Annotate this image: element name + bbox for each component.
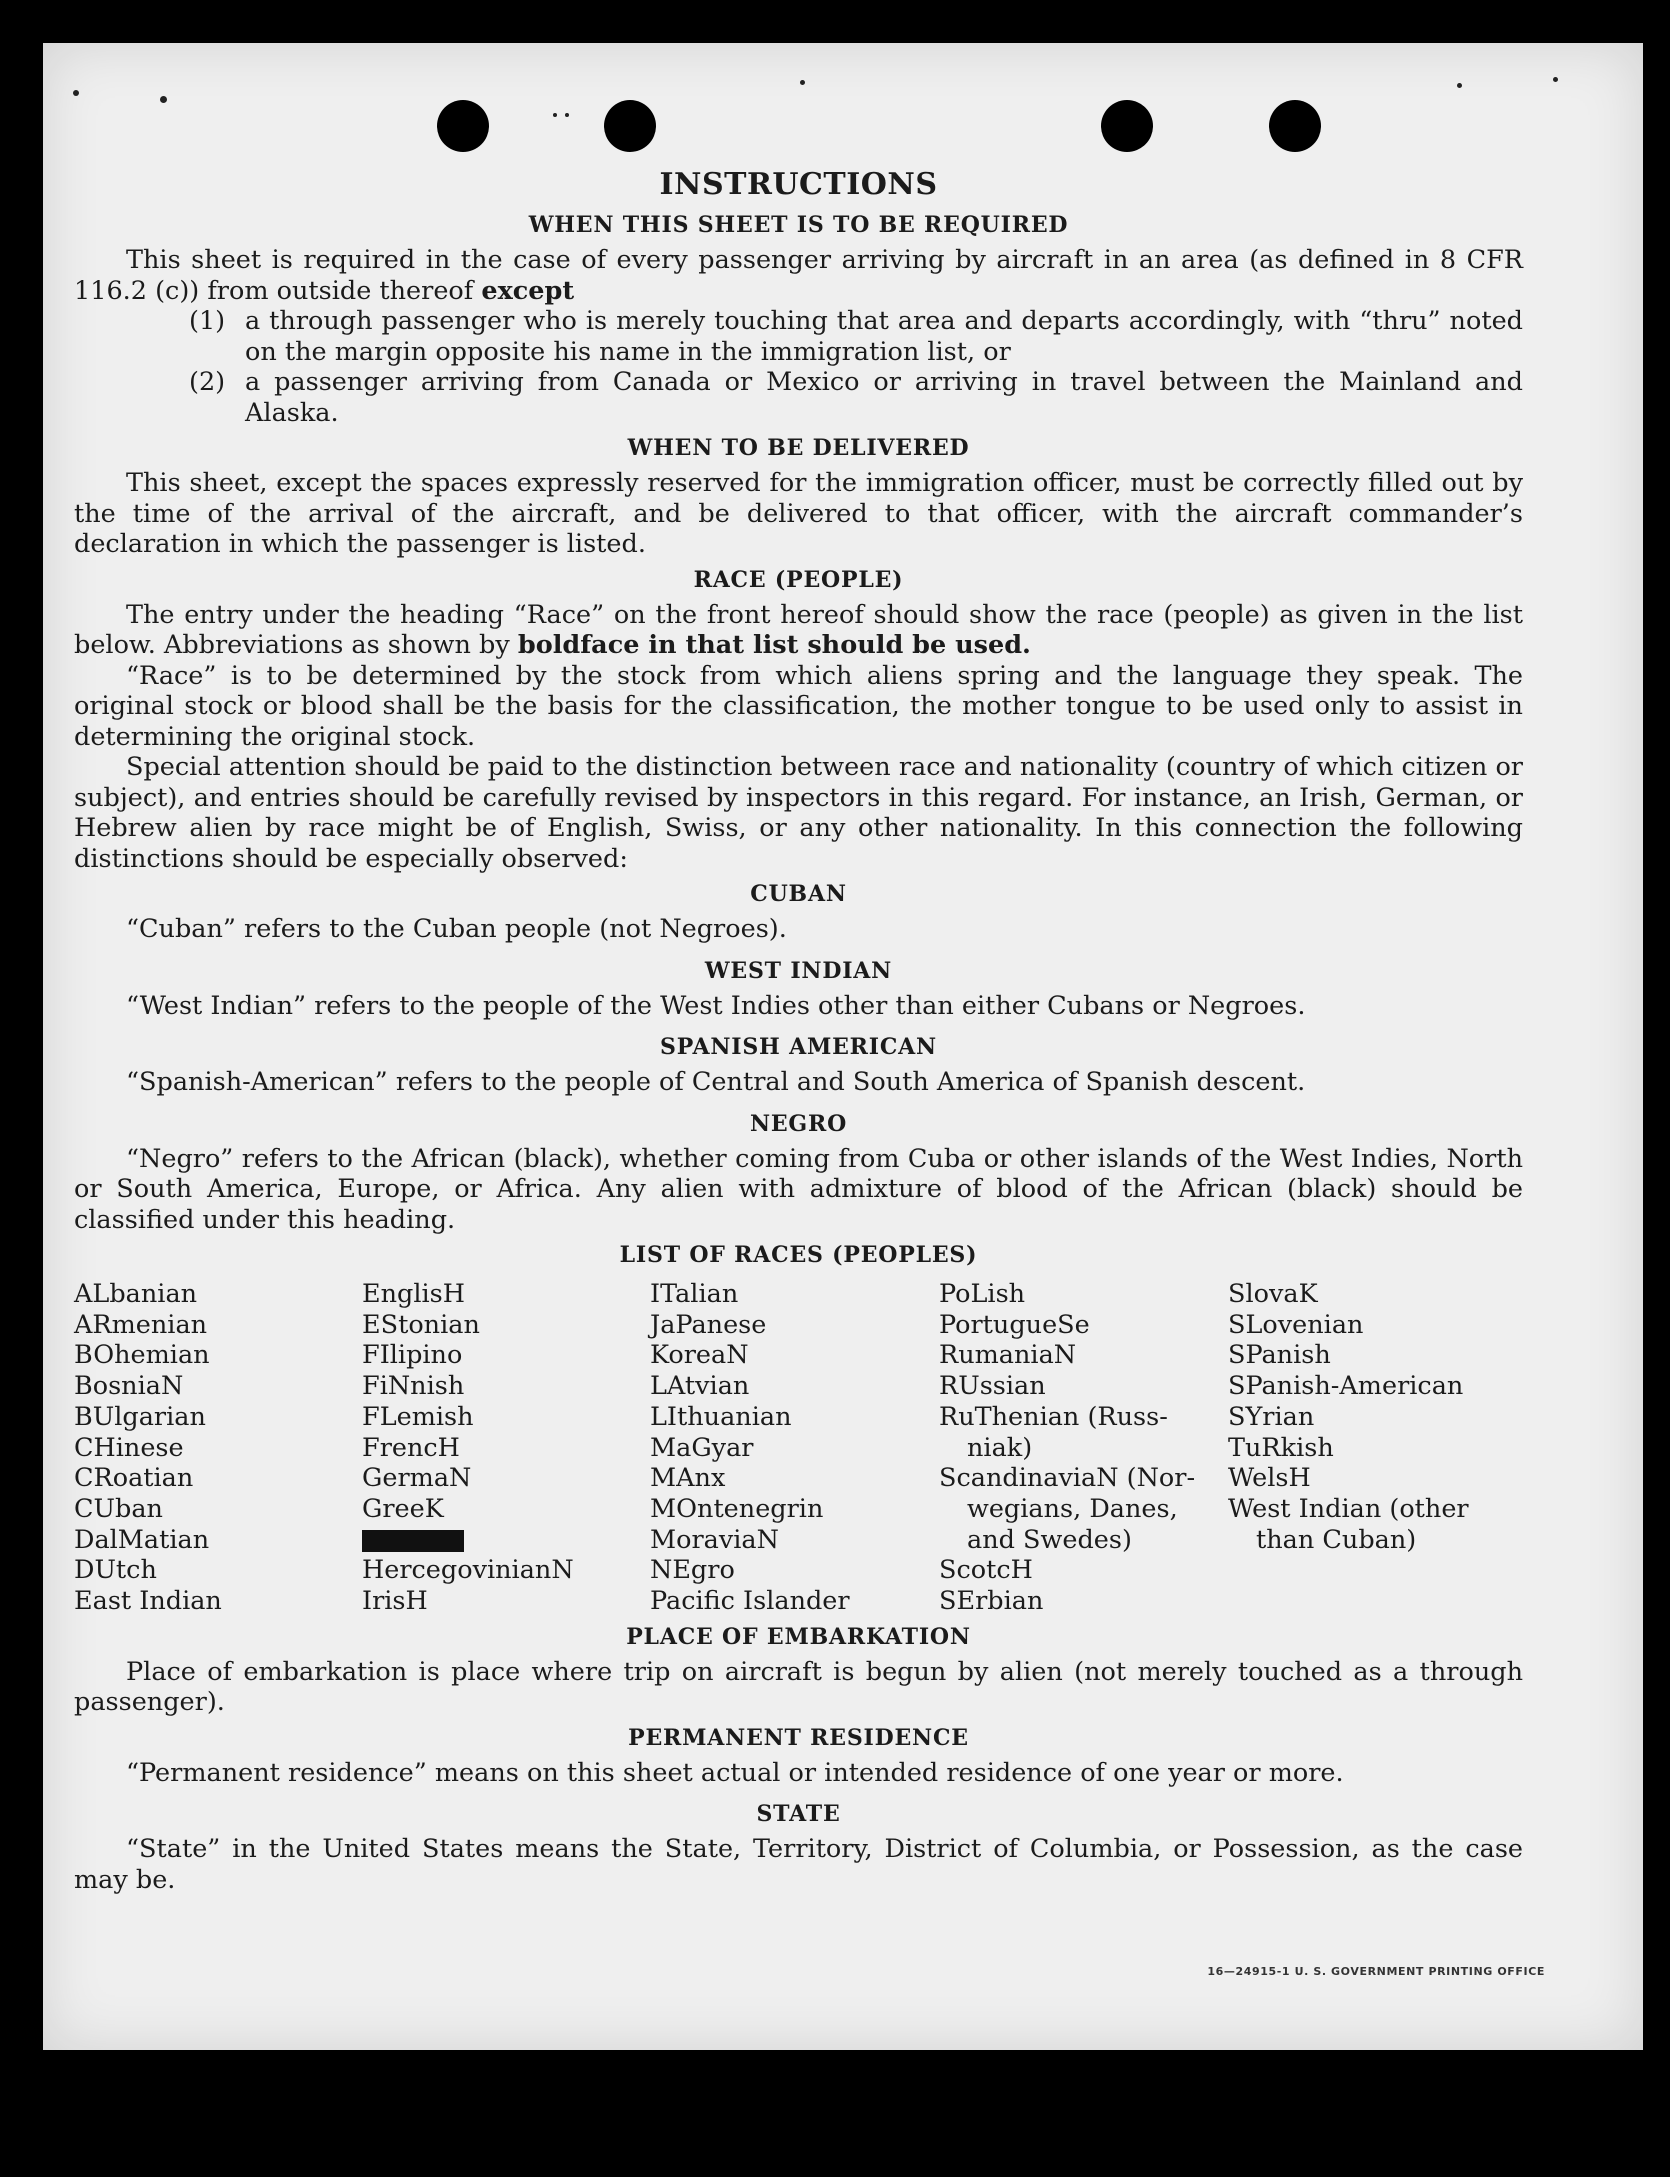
race-entry: EStonian: [362, 1309, 480, 1340]
race-entry: SPanish-American: [1228, 1371, 1464, 1402]
race-entry: FrencH: [362, 1432, 460, 1463]
cuban-text: “Cuban” refers to the Cuban people (not Negroes).: [126, 914, 787, 944]
race-entry: ARmenian: [74, 1309, 208, 1340]
redaction-bar: [362, 1530, 464, 1552]
race-entry: DUtch: [74, 1555, 157, 1586]
race-entry: ScandinaviaN (Nor-: [939, 1463, 1196, 1494]
race-entry: ScotcH: [939, 1555, 1033, 1586]
negro-text: “Negro” refers to the African (black), whether coming from Cuba or other islands of the West Indies, North or South America, Europe, or Africa. Any alien with admixture of blood of the African (black) should be classified under this heading.: [74, 1143, 1523, 1235]
race-entry: West Indian (other: [1228, 1493, 1469, 1524]
heading-when-required: WHEN THIS SHEET IS TO BE REQUIRED: [528, 212, 1069, 238]
races-column: [362, 1279, 650, 1617]
state-text: “State” in the United States means the State, Territory, District of Columbia, or Possession, as the case may be.: [74, 1834, 1523, 1895]
heading-permanent-residence: PERMANENT RESIDENCE: [628, 1724, 969, 1751]
race-entry: HercegovinianN: [362, 1555, 574, 1586]
heading-spanish-american: SPANISH AMERICAN: [660, 1034, 937, 1060]
spanish-american-text: “Spanish-American” refers to the people of Central and South America of Spanish descent.: [126, 1067, 1306, 1097]
race-entry: NEgro: [650, 1555, 735, 1586]
race-paragraph: The entry under the heading “Race” on the front hereof should show the race (people) as given in the list below. Abbreviations as shown by boldface in that list should be used.: [74, 599, 1523, 660]
race-entry: DalMatian: [74, 1524, 210, 1555]
race-entry: RUssian: [939, 1371, 1046, 1402]
heading-list-of-races: LIST OF RACES (PEOPLES): [619, 1242, 978, 1268]
race-paragraph: Special attention should be paid to the distinction between race and nationality (country of which citizen or subject), and entries should be carefully revised by inspectors in this regard. For instance, an Irish, German, or Hebrew alien by race might be of English, Swiss, or any other nationality. In this connection the following distinctions should be especially observed:: [74, 752, 1523, 874]
heading-cuban: CUBAN: [750, 881, 847, 907]
west-indian-text: “West Indian” refers to the people of the West Indies other than either Cubans or Negroes.: [126, 990, 1306, 1021]
races-column: [939, 1279, 1228, 1617]
race-entry: FLemish: [362, 1401, 474, 1432]
race-entry: BOhemian: [74, 1340, 210, 1371]
heading-state: STATE: [756, 1801, 841, 1828]
embarkation-text: Place of embarkation is place where trip on aircraft is begun by alien (not merely touched as a through passenger).: [74, 1656, 1523, 1718]
race-entry: FiNnish: [362, 1371, 465, 1402]
race-entry: SLovenian: [1228, 1309, 1364, 1340]
speck: [553, 113, 557, 117]
race-entry: RuThenian (Russ-: [939, 1401, 1168, 1432]
race-entry: GreeK: [362, 1493, 444, 1524]
race-entry: MaGyar: [650, 1432, 754, 1463]
race-entry: MAnx: [650, 1463, 726, 1494]
race-entry: and Swedes): [967, 1524, 1132, 1555]
race-entry: SlovaK: [1228, 1279, 1318, 1309]
race-entry: BosniaN: [74, 1371, 184, 1402]
punch-hole: [1101, 100, 1153, 152]
race-entry: IrisH: [362, 1586, 428, 1617]
race-entry: niak): [967, 1432, 1033, 1463]
punch-hole: [1269, 100, 1321, 152]
speck: [73, 90, 79, 96]
race-entry: EnglisH: [362, 1279, 465, 1309]
races-column: [74, 1279, 362, 1617]
heading-when-delivered: WHEN TO BE DELIVERED: [627, 435, 970, 461]
race-entry: wegians, Danes,: [967, 1493, 1178, 1524]
race-entry: JaPanese: [650, 1309, 767, 1340]
race-entry: MOntenegrin: [650, 1493, 824, 1524]
race-entry: MoraviaN: [650, 1524, 779, 1555]
races-column: [1228, 1279, 1518, 1617]
heading-embarkation: PLACE OF EMBARKATION: [626, 1623, 971, 1650]
race-entry: SPanish: [1228, 1340, 1331, 1371]
speck: [1553, 77, 1558, 82]
race-paragraph: “Race” is to be determined by the stock from which aliens spring and the language they speak. The original stock or blood shall be the basis for the classification, the mother tongue to be used only to assist in determining the original stock.: [74, 660, 1523, 752]
race-entry: TuRkish: [1228, 1432, 1334, 1463]
exception-item: (1) a through passenger who is merely touching that area and departs accordingly, with “thru” noted on the margin opposite his name in the immigration list, or: [189, 306, 1523, 367]
instructions-body: [74, 167, 1523, 1895]
punch-hole: [604, 100, 656, 152]
when-required-intro: This sheet is required in the case of every passenger arriving by aircraft in an area (as defined in 8 CFR 116.2 (c)) from outside thereof except: [74, 245, 1523, 306]
speck: [1457, 83, 1462, 88]
speck: [160, 96, 167, 103]
race-entry: CUban: [74, 1493, 163, 1524]
race-entry: PortugueSe: [939, 1309, 1090, 1340]
race-entry: ITalian: [650, 1279, 739, 1309]
race-entry: KoreaN: [650, 1340, 749, 1371]
redacted-entry: [362, 1525, 650, 1556]
race-entry: FIlipino: [362, 1340, 463, 1371]
race-entry: GermaN: [362, 1463, 472, 1494]
exception-item: (2) a passenger arriving from Canada or Mexico or arriving in travel between the Mainland and Alaska.: [189, 367, 1523, 428]
race-entry: BUlgarian: [74, 1401, 206, 1432]
heading-negro: NEGRO: [749, 1110, 848, 1137]
race-entry: CRoatian: [74, 1463, 194, 1494]
heading-west-indian: WEST INDIAN: [704, 957, 893, 984]
race-entry: RumaniaN: [939, 1340, 1077, 1371]
race-entry: PoLish: [939, 1279, 1026, 1309]
race-entry: SErbian: [939, 1586, 1044, 1617]
race-entry: CHinese: [74, 1432, 184, 1463]
race-entry: East Indian: [74, 1586, 222, 1617]
speck: [565, 113, 569, 117]
heading-race: RACE (PEOPLE): [693, 566, 904, 593]
race-entry: LIthuanian: [650, 1401, 792, 1432]
residence-text: “Permanent residence” means on this sheet actual or intended residence of one year or more.: [126, 1757, 1344, 1788]
races-column: [650, 1279, 939, 1617]
race-entry: than Cuban): [1256, 1524, 1417, 1555]
when-delivered-text: This sheet, except the spaces expressly reserved for the immigration officer, must be correctly filled out by the time of the arrival of the aircraft, and be delivered to that officer, with the aircraft commander’s declaration in which the passenger is listed.: [74, 468, 1523, 559]
race-entry: SYrian: [1228, 1401, 1315, 1432]
speck: [800, 80, 805, 85]
printer-imprint: 16—24915-1 U. S. GOVERNMENT PRINTING OFFICE: [1207, 1965, 1545, 1978]
page-title: INSTRUCTIONS: [659, 167, 938, 202]
race-entry: WelsH: [1228, 1463, 1311, 1494]
races-table: [74, 1279, 1523, 1617]
document-page: [43, 43, 1643, 2050]
race-entry: Pacific Islander: [650, 1586, 850, 1617]
punch-hole: [437, 100, 489, 152]
race-entry: LAtvian: [650, 1371, 750, 1402]
race-entry: ALbanian: [74, 1279, 198, 1309]
